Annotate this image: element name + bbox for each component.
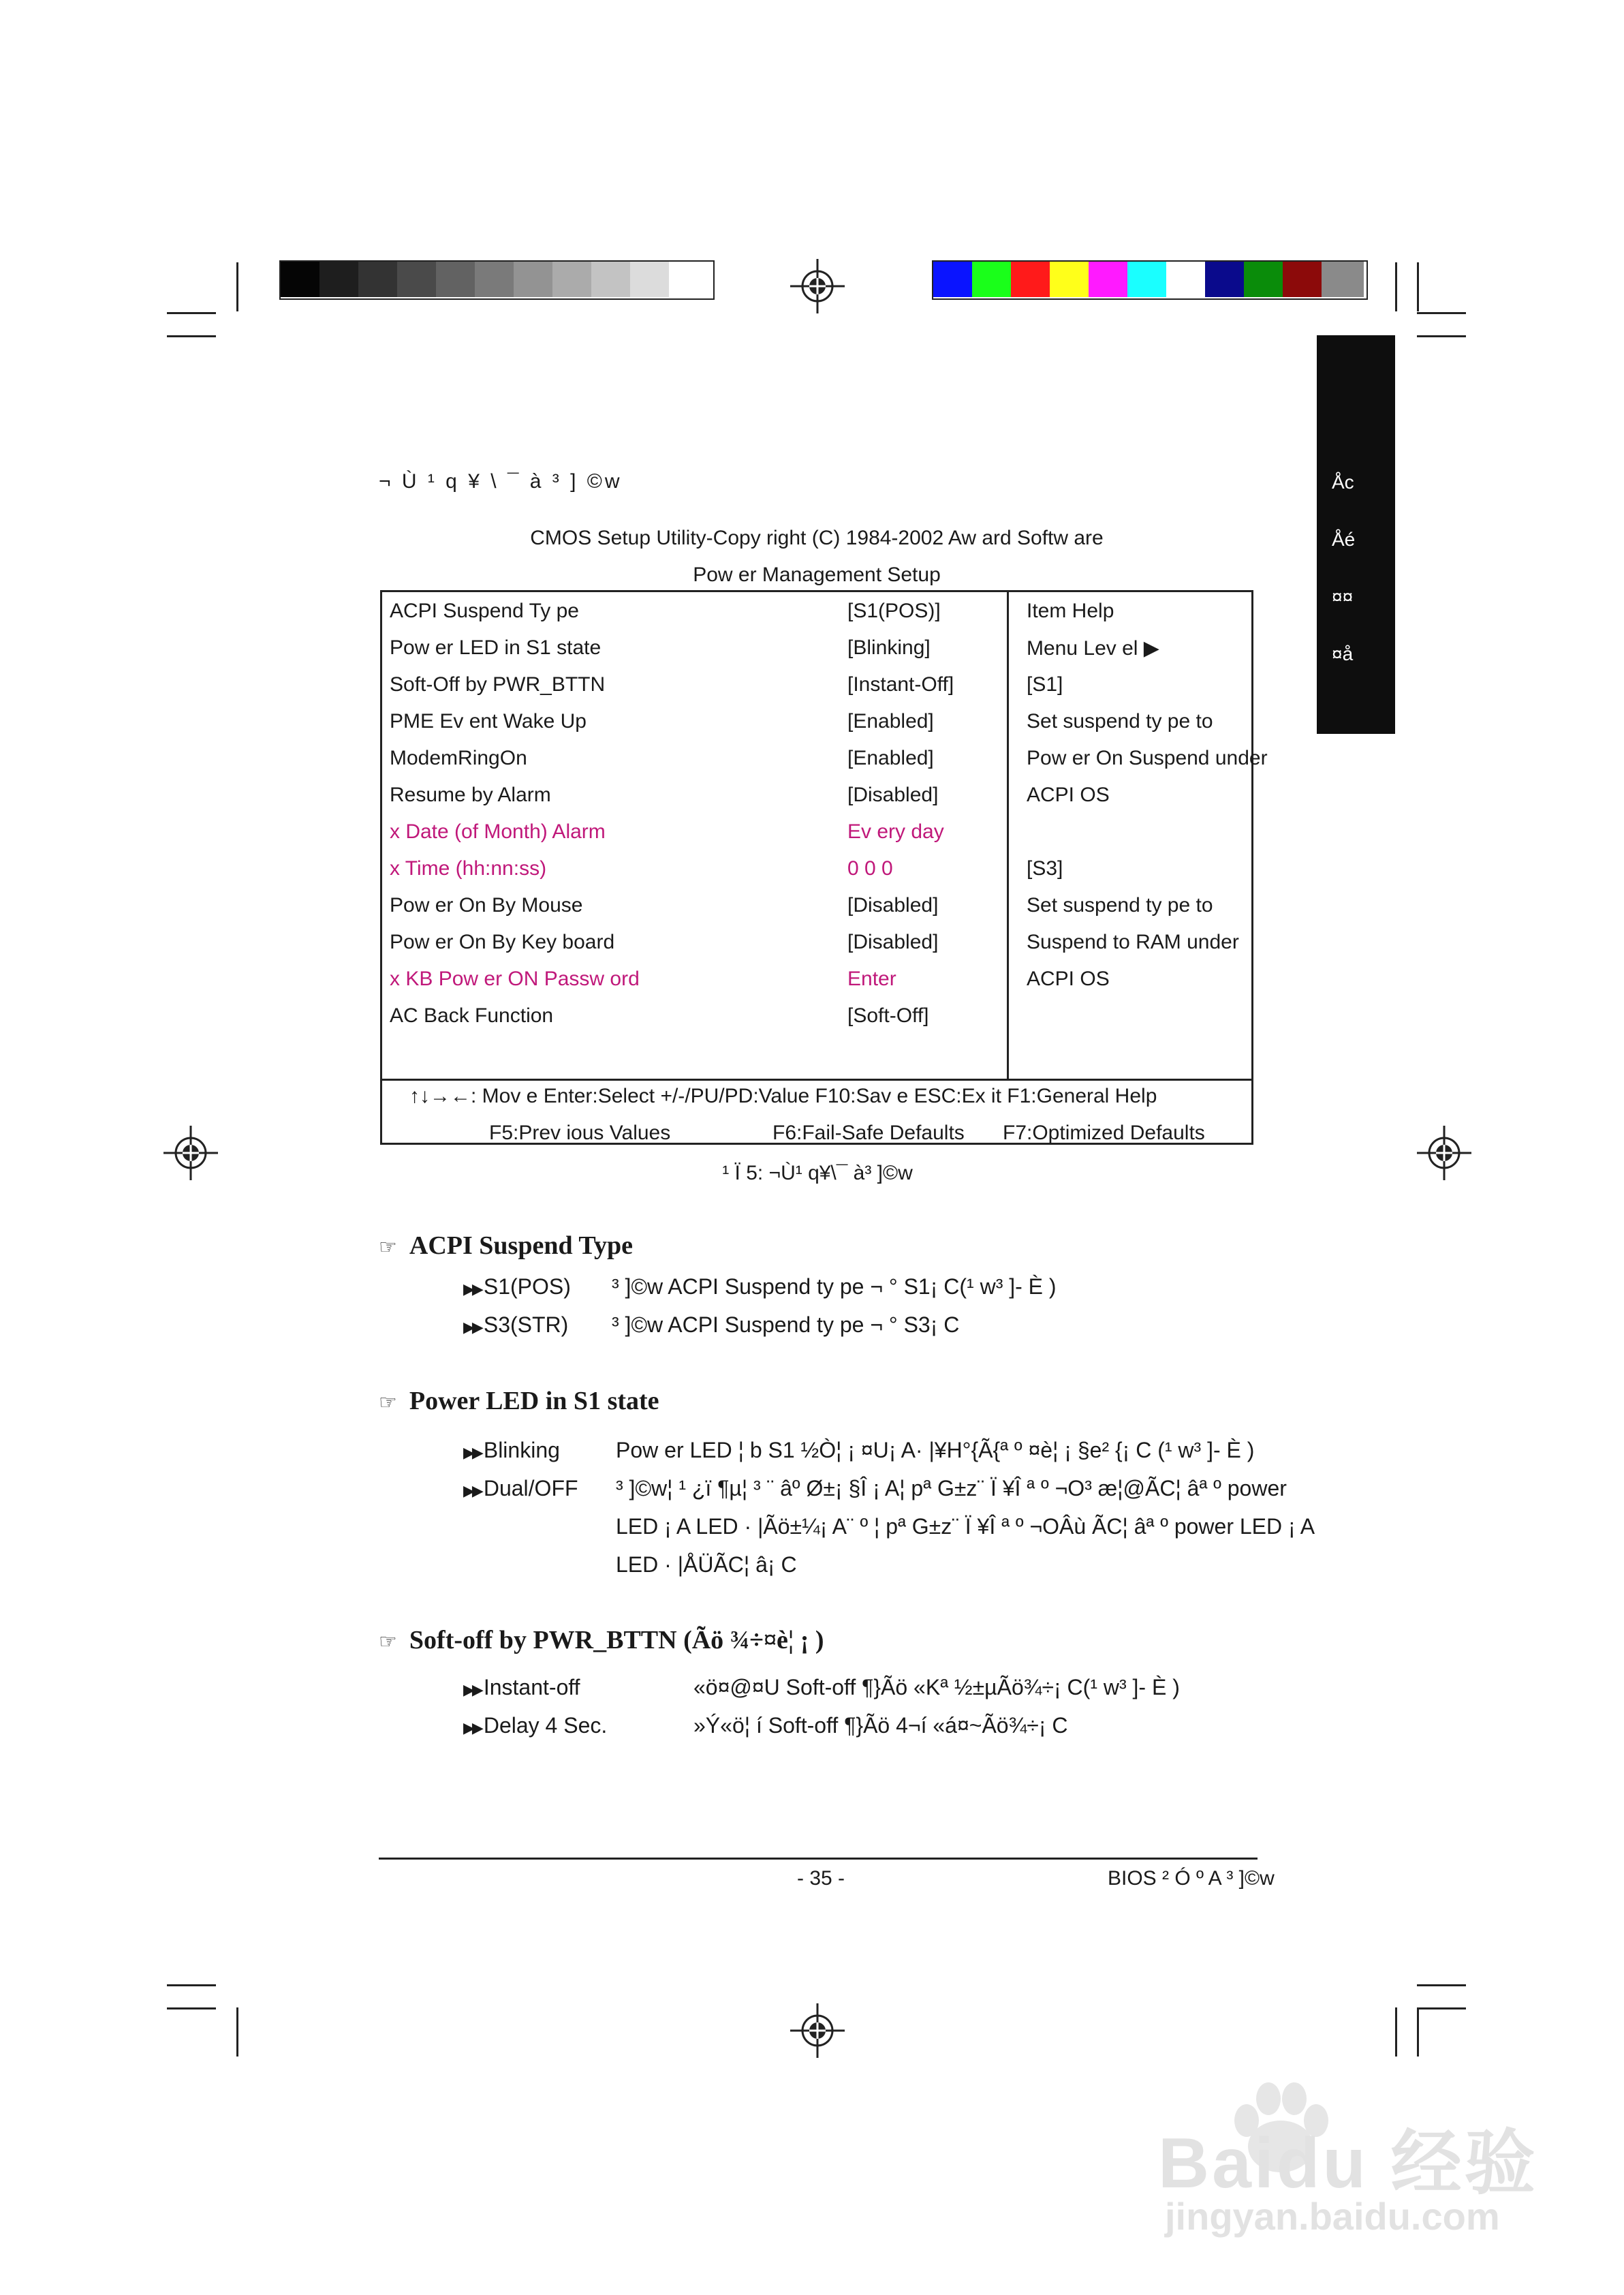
key-help-line-1: ↑↓→←: Mov e Enter:Select +/-/PU/PD:Value F10:Sav e ESC:Ex it F1:General Help <box>409 1085 1157 1107</box>
fast-forward-icon: ▶▶ <box>463 1444 481 1461</box>
setup-item-label[interactable]: x Time (hh:nn:ss) <box>390 857 547 880</box>
item-help-text: Menu Lev el ▶ <box>1027 637 1159 660</box>
section-heading-acpi <box>379 1231 633 1261</box>
setup-item-value[interactable]: [Enabled] <box>847 710 934 733</box>
page-number: - 35 - <box>797 1867 845 1890</box>
side-tab-char-2: Åé <box>1332 529 1356 550</box>
option-label: ▶▶ Instant-off <box>463 1675 580 1699</box>
option-label: ▶▶ S1(POS) <box>463 1274 571 1299</box>
section-heading-soft-off <box>379 1625 824 1655</box>
setup-item-value[interactable]: [Disabled] <box>847 784 939 806</box>
side-tab-char-4: ¤å <box>1332 643 1354 664</box>
option-description-continued: LED · |ÅÜÃC¦ â¡ C <box>616 1552 797 1577</box>
setup-item-value[interactable]: Enter <box>847 968 896 990</box>
setup-item-label[interactable]: Resume by Alarm <box>390 784 551 806</box>
option-description: ³ ]©w¦ ¹ ¿ï ¶µ¦ ³ ¨ âº Ø±¡ §Î ¡ A¦ pª G±z¨ Ï ¥Î ª º ¬O³ æ¦@ÃC¦ âª º power <box>616 1476 1287 1500</box>
column-divider <box>1007 592 1009 1079</box>
setup-item-value[interactable]: Ev ery day <box>847 820 944 843</box>
setup-item-label[interactable]: x KB Pow er ON Passw ord <box>390 968 640 990</box>
item-help-text: [S1] <box>1027 673 1063 696</box>
item-help-text: Set suspend ty pe to <box>1027 710 1213 733</box>
item-help-text: [S3] <box>1027 857 1063 880</box>
watermark-url: jingyan.baidu.com <box>1165 2195 1500 2238</box>
setup-item-label[interactable]: PME Ev ent Wake Up <box>390 710 587 733</box>
setup-item-label[interactable]: x Date (of Month) Alarm <box>390 820 606 843</box>
fast-forward-icon: ▶▶ <box>463 1719 481 1736</box>
section-title: Power LED in S1 state <box>409 1387 659 1415</box>
fast-forward-icon: ▶▶ <box>463 1681 481 1698</box>
setup-item-value[interactable]: [Instant-Off] <box>847 673 954 696</box>
key-help-f7: F7:Optimized Defaults <box>1003 1122 1205 1144</box>
setup-item-label[interactable]: ACPI Suspend Ty pe <box>390 600 579 622</box>
pointing-hand-icon: ☞ <box>379 1631 397 1653</box>
item-help-text: Pow er On Suspend under <box>1027 747 1268 769</box>
option-label: ▶▶ Dual/OFF <box>463 1476 578 1500</box>
side-tab-char-3: ¤¤ <box>1332 586 1354 607</box>
footer-rule <box>379 1858 1258 1860</box>
setup-item-label[interactable]: Pow er LED in S1 state <box>390 636 602 659</box>
section-heading-power-led <box>379 1386 659 1416</box>
setup-item-label[interactable]: AC Back Function <box>390 1004 554 1027</box>
setup-item-value[interactable]: [Enabled] <box>847 747 934 769</box>
watermark-brand: Baidu 经验 <box>1158 2124 1538 2203</box>
footer-chapter-title: BIOS ² Ó º A ³ ]©w <box>1108 1867 1275 1890</box>
item-help-text: ACPI OS <box>1027 784 1110 806</box>
bios-setup-table <box>380 590 1268 1145</box>
option-description: »Ý«ö¦ í Soft-off ¶}Ãö 4¬í «á¤~Ãö¾÷¡ C <box>693 1713 1068 1738</box>
key-help-f6: F6:Fail-Safe Defaults <box>772 1122 965 1144</box>
item-help-text: ACPI OS <box>1027 968 1110 990</box>
item-help-text: Set suspend ty pe to <box>1027 894 1213 917</box>
fast-forward-icon: ▶▶ <box>463 1319 481 1336</box>
side-tab-char-1: Åc <box>1332 472 1354 493</box>
option-description: ³ ]©w ACPI Suspend ty pe ¬ ° S3¡ C <box>612 1312 960 1337</box>
setup-item-value[interactable]: 0 0 0 <box>847 857 893 880</box>
setup-item-label[interactable]: Pow er On By Key board <box>390 931 615 953</box>
section-title: ACPI Suspend Type <box>409 1231 633 1260</box>
setup-item-value[interactable]: [Soft-Off] <box>847 1004 929 1027</box>
pointing-hand-icon: ☞ <box>379 1391 397 1414</box>
option-label: ▶▶ S3(STR) <box>463 1312 569 1337</box>
setup-item-label[interactable]: Pow er On By Mouse <box>390 894 583 917</box>
setup-item-value[interactable]: [S1(POS)] <box>847 600 941 622</box>
setup-item-value[interactable]: [Disabled] <box>847 894 939 917</box>
option-description: ³ ]©w ACPI Suspend ty pe ¬ ° S1¡ C(¹ w³ ]- È ) <box>612 1274 1057 1299</box>
setup-item-value[interactable]: [Disabled] <box>847 931 939 953</box>
footer-divider <box>382 1079 1251 1081</box>
fast-forward-icon: ▶▶ <box>463 1280 481 1297</box>
item-help-text: Item Help <box>1027 600 1114 622</box>
option-label: ▶▶ Delay 4 Sec. <box>463 1713 608 1738</box>
figure-caption: ¹ Ï 5: ¬Ù¹ q¥\¯ à³ ]©w <box>722 1162 913 1184</box>
registration-mark-left <box>163 1126 218 1180</box>
bios-header-title: Pow er Management Setup <box>693 564 941 586</box>
section-pretitle: ¬ Ù ¹ q ¥ \ ¯ à ³ ] ©w <box>379 470 623 493</box>
section-title: Soft-off by PWR_BTTN (Ãö ¾÷¤è¦ ¡ ) <box>409 1626 824 1654</box>
item-help-text: Suspend to RAM under <box>1027 931 1239 953</box>
setup-item-label[interactable]: Soft-Off by PWR_BTTN <box>390 673 606 696</box>
pointing-hand-icon: ☞ <box>379 1236 397 1259</box>
language-side-tab <box>1317 335 1395 734</box>
setup-item-label[interactable]: ModemRingOn <box>390 747 527 769</box>
key-help-f5: F5:Prev ious Values <box>489 1122 671 1144</box>
fast-forward-icon: ▶▶ <box>463 1482 481 1499</box>
registration-mark-top <box>790 259 845 313</box>
option-description-continued: LED ¡ A LED · |Ãö±¼¡ A¨ º ¦ pª G±z¨ Ï ¥Î ª º ¬OÂù ÃC¦ âª º power LED ¡ A <box>616 1514 1315 1539</box>
setup-item-value[interactable]: [Blinking] <box>847 636 931 659</box>
option-description: «ö¤@¤U Soft-off ¶}Ãö «Kª ½±µÃö¾÷¡ C(¹ w³ ]- È ) <box>693 1675 1180 1699</box>
option-label: ▶▶ Blinking <box>463 1438 560 1462</box>
option-description: Pow er LED ¦ b S1 ½Ò¦ ¡ ¤U¡ A· |¥H°{Ã{ª º ¤è¦ ¡ §e² {¡ C (¹ w³ ]- È ) <box>616 1438 1255 1462</box>
bios-header-copyright: CMOS Setup Utility-Copy right (C) 1984-2002 Aw ard Softw are <box>530 527 1104 549</box>
registration-mark-right <box>1417 1126 1471 1180</box>
registration-mark-bottom <box>790 2003 845 2058</box>
